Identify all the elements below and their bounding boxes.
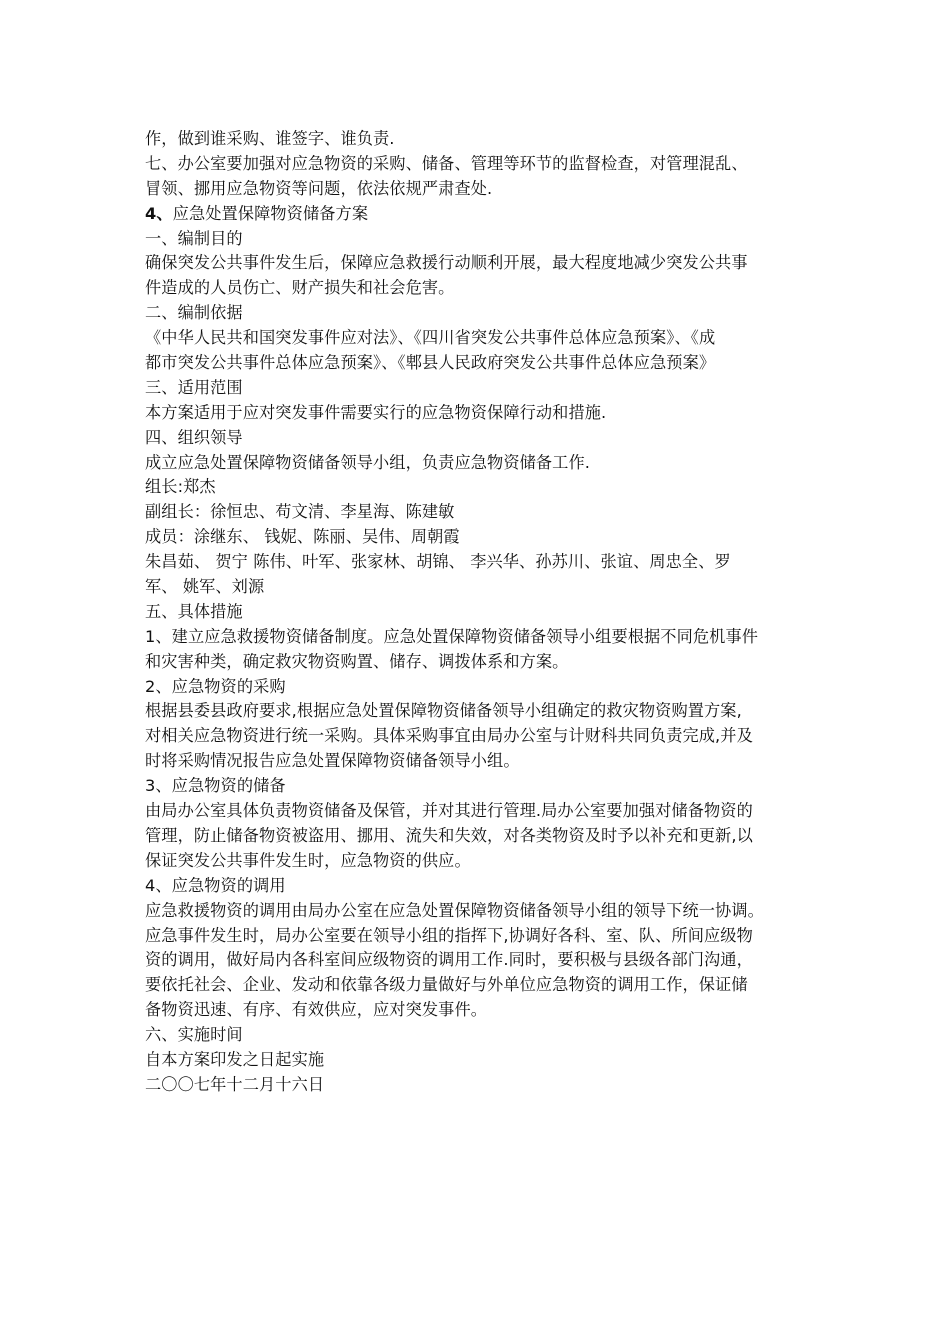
subheading: 4、应急物资的调用 — [145, 875, 286, 895]
paragraph-line: 要依托社会、企业、发动和依靠各级力量做好与外单位应急物资的调用工作，保证储 — [145, 975, 748, 995]
document-body — [145, 127, 820, 1098]
paragraph-line: 和灾害种类，确定救灾物资购置、储存、调拨体系和方案。 — [145, 651, 569, 671]
paragraph-line: 件造成的人员伤亡、财产损失和社会危害。 — [145, 278, 455, 298]
paragraph-line: 成立应急处置保障物资储备领导小组，负责应急物资储备工作. — [145, 452, 591, 472]
paragraph-line: 自本方案印发之日起实施 — [145, 1049, 325, 1069]
paragraph-line: 成员：涂继东、 钱妮、陈丽、吴伟、周朝霞 — [145, 527, 460, 547]
paragraph-line: 《中华人民共和国突发事件应对法》、《四川省突发公共事件总体应急预案》、《成 — [145, 328, 716, 348]
paragraph-line: 根据县委县政府要求,根据应急处置保障物资储备领导小组确定的救灾物资购置方案, — [145, 701, 742, 721]
subheading: 六、实施时间 — [145, 1025, 243, 1045]
paragraph-line: 应急事件发生时，局办公室要在领导小组的指挥下,协调好各科、室、队、所间应级物 — [145, 925, 753, 945]
subheading: 五、具体措施 — [145, 601, 243, 621]
paragraph-line: 备物资迅速、有序、有效供应，应对突发事件。 — [145, 1000, 488, 1020]
paragraph-line: 1、建立应急救援物资储备制度。应急处置保障物资储备领导小组要根据不同危机事件 — [145, 626, 759, 646]
paragraph-line: 确保突发公共事件发生后，保障应急救援行动顺利开展，最大程度地减少突发公共事 — [145, 253, 748, 273]
paragraph-line: 保证突发公共事件发生时，应急物资的供应。 — [145, 850, 471, 870]
paragraph-line: 朱昌茹、 贺宁 陈伟、叶军、张家林、胡锦、 李兴华、孙苏川、张谊、周忠全、罗 — [145, 552, 731, 572]
section-number: 4、 — [145, 203, 173, 223]
paragraph-line: 副组长：徐恒忠、苟文清、李星海、陈建敏 — [145, 502, 455, 522]
paragraph-line: 本方案适用于应对突发事件需要实行的应急物资保障行动和措施. — [145, 402, 607, 422]
date-line: 二〇〇七年十二月十六日 — [145, 1074, 325, 1094]
paragraph-line: 组长:郑杰 — [145, 477, 216, 497]
subheading: 2、应急物资的采购 — [145, 676, 286, 696]
paragraph-line: 时将采购情况报告应急处置保障物资储备领导小组。 — [145, 751, 520, 771]
subheading: 三、适用范围 — [145, 377, 243, 397]
paragraph-line: 资的调用，做好局内各科室间应级物资的调用工作.同时，要积极与县级各部门沟通， — [145, 950, 753, 970]
paragraph-line: 由局办公室具体负责物资储备及保管，并对其进行管理.局办公室要加强对储备物资的 — [145, 801, 753, 821]
section-heading — [145, 202, 820, 227]
section-title: 应急处置保障物资储备方案 — [172, 203, 369, 223]
paragraph-line: 管理，防止储备物资被盗用、挪用、流失和失效，对各类物资及时予以补充和更新,以 — [145, 825, 753, 845]
paragraph-line: 冒领、挪用应急物资等问题，依法依规严肃查处. — [145, 178, 493, 198]
subheading: 四、组织领导 — [145, 427, 243, 447]
paragraph-line: 军、 姚军、刘源 — [145, 577, 265, 597]
paragraph-line: 都市突发公共事件总体应急预案》、《郫县人民政府突发公共事件总体应急预案》 — [145, 353, 716, 373]
paragraph-line: 应急救援物资的调用由局办公室在应急处置保障物资储备领导小组的领导下统一协调。 — [145, 900, 764, 920]
paragraph-line: 对相关应急物资进行统一采购。具体采购事宜由局办公室与计财科共同负责完成,并及 — [145, 726, 753, 746]
paragraph-line: 作，做到谁采购、谁签字、谁负责. — [145, 129, 395, 148]
subheading: 3、应急物资的储备 — [145, 776, 286, 796]
subheading: 二、编制依据 — [145, 303, 243, 323]
subheading: 一、编制目的 — [145, 228, 243, 248]
paragraph-line: 七、办公室要加强对应急物资的采购、储备、管理等环节的监督检查，对管理混乱、 — [145, 153, 748, 173]
